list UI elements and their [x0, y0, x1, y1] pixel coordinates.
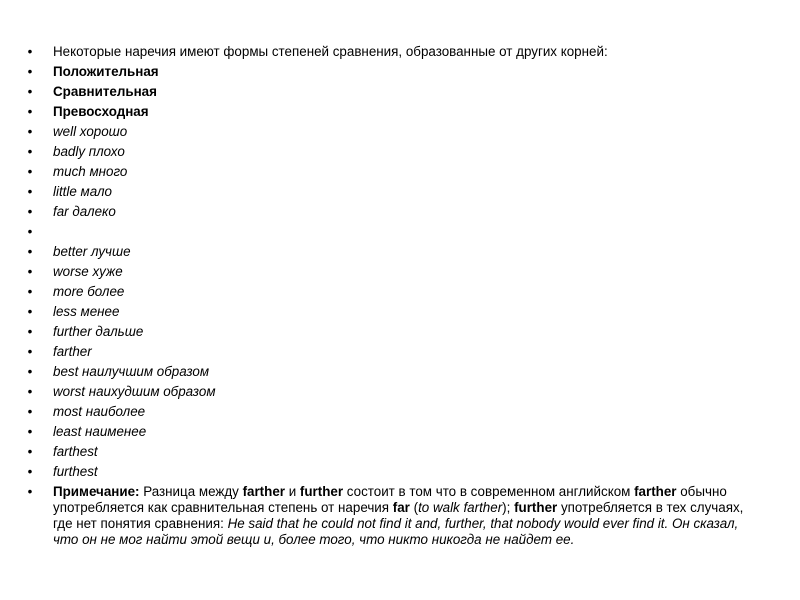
comparative-form-item — [26, 342, 756, 362]
heading-superlative: Превосходная — [53, 104, 149, 119]
bullet-dot: • — [27, 204, 33, 219]
note-word-further: further — [514, 500, 558, 515]
comparative-form: less менее — [53, 304, 120, 319]
comparative-form-item — [26, 262, 756, 282]
bullet-dot: • — [27, 144, 33, 159]
heading-comparative: Сравнительная — [53, 84, 157, 99]
bullet-dot: • — [27, 404, 33, 419]
bullet-dot: • — [27, 464, 33, 479]
bullet-dot: • — [27, 164, 33, 179]
superlative-form: farthest — [53, 444, 98, 459]
intro-text: Некоторые наречия имеют формы степеней сравнения, образованные от других корней: — [53, 44, 608, 59]
bullet-list — [26, 42, 756, 548]
superlative-form-item — [26, 362, 756, 382]
bullet-dot: • — [27, 344, 33, 359]
superlative-form: least наименее — [53, 424, 147, 439]
superlative-form-item — [26, 422, 756, 442]
positive-form: far далеко — [53, 204, 116, 219]
heading-positive-item — [26, 62, 756, 82]
comparative-form: better лучше — [53, 244, 131, 259]
bullet-dot: • — [27, 184, 33, 199]
bullet-dot: • — [27, 84, 33, 99]
note-text: употребляется в тех случаях, где нет понятия сравнения: — [53, 500, 744, 531]
superlative-form-item — [26, 402, 756, 422]
heading-positive: Положительная — [53, 64, 159, 79]
bullet-dot: • — [27, 444, 33, 459]
superlative-form-item — [26, 382, 756, 402]
bullet-dot: • — [27, 304, 33, 319]
comparative-form: worse хуже — [53, 264, 123, 279]
note-word-further: further — [299, 484, 344, 499]
positive-form: well хорошо — [53, 124, 128, 139]
superlative-form: best наилучшим образом — [53, 364, 210, 379]
intro-item — [26, 42, 756, 62]
note-text: состоит в том что в современном английском — [343, 484, 635, 499]
note-text: и — [284, 484, 300, 499]
bullet-dot: • — [27, 104, 33, 119]
empty-item — [26, 222, 756, 242]
bullet-dot: • — [27, 124, 33, 139]
note-text: Разница между — [139, 484, 243, 499]
note-label: Примечание: — [53, 484, 140, 499]
bullet-dot: • — [27, 284, 33, 299]
comparative-form-item — [26, 282, 756, 302]
comparative-form: farther — [53, 344, 92, 359]
superlative-form: furthest — [53, 464, 98, 479]
bullet-dot: • — [27, 364, 33, 379]
comparative-form: further дальше — [53, 324, 144, 339]
positive-form-item — [26, 122, 756, 142]
bullet-dot: • — [27, 484, 33, 499]
heading-superlative-item — [26, 102, 756, 122]
note-text: обычно употребляется как сравнительная степень от наречия — [53, 484, 727, 515]
positive-form-item — [26, 162, 756, 182]
bullet-dot: • — [27, 424, 33, 439]
positive-form: badly плохо — [53, 144, 125, 159]
positive-form: little мало — [53, 184, 113, 199]
superlative-form-item — [26, 462, 756, 482]
note-example: He said that he could not find it and, further, that nobody would ever find it. Он сказал, что он не мог найти этой вещи и, более того, что никто никогда не найдет ее. — [53, 516, 739, 547]
comparative-form-item — [26, 242, 756, 262]
positive-form: much много — [53, 164, 128, 179]
bullet-dot: • — [27, 244, 33, 259]
note-item — [26, 482, 756, 548]
note-word-far: far — [392, 500, 410, 515]
note-word-farther: farther — [634, 484, 677, 499]
bullet-dot: • — [27, 264, 33, 279]
comparative-form: more более — [53, 284, 125, 299]
note-word-farther: farther — [242, 484, 285, 499]
bullet-dot: • — [27, 384, 33, 399]
bullet-dot: • — [27, 44, 33, 59]
superlative-form: worst наихудшим образом — [53, 384, 216, 399]
bullet-dot: • — [27, 324, 33, 339]
positive-form-item — [26, 142, 756, 162]
note-text: ( — [409, 500, 419, 515]
bullet-dot: • — [27, 64, 33, 79]
comparative-form-item — [26, 302, 756, 322]
positive-form-item — [26, 182, 756, 202]
superlative-form-item — [26, 442, 756, 462]
comparative-form-item — [26, 322, 756, 342]
positive-form-item — [26, 202, 756, 222]
superlative-form: most наиболее — [53, 404, 146, 419]
heading-comparative-item — [26, 82, 756, 102]
note-text: ); — [502, 500, 515, 515]
bullet-dot: • — [27, 224, 33, 239]
note-example: to walk farther — [418, 500, 503, 515]
